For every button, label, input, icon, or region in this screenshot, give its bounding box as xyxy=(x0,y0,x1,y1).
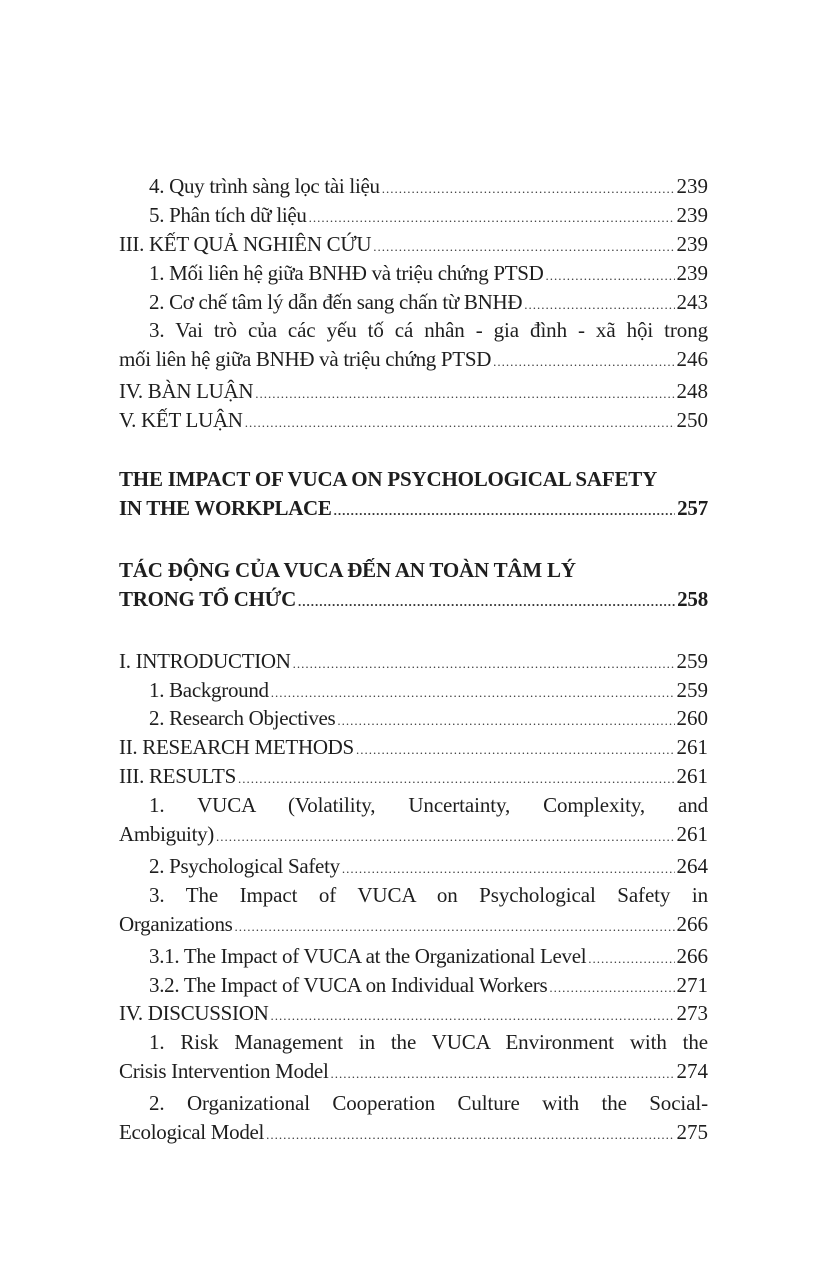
toc-entry-label: mối liên hệ giữa BNHĐ và triệu chứng PTSD xyxy=(119,347,492,372)
article-title-line1: THE IMPACT OF VUCA ON PSYCHOLOGICAL SAFETY xyxy=(119,467,658,492)
toc-entry-label: I. INTRODUCTION xyxy=(119,648,291,673)
leader-dots xyxy=(356,736,675,765)
toc-page-number: 239 xyxy=(676,260,708,285)
toc-page-number: 261 xyxy=(676,735,708,760)
toc-entry-label: IV. DISCUSSION xyxy=(119,1001,269,1026)
toc-entry[interactable] xyxy=(119,852,708,881)
toc-entry-label: Ambiguity) xyxy=(119,822,214,847)
toc-page-number: 248 xyxy=(676,379,708,404)
leader-dots xyxy=(330,1060,674,1089)
toc-entry[interactable] xyxy=(119,791,708,852)
toc-page-number: 264 xyxy=(676,853,708,878)
toc-entry-label: Ecological Model xyxy=(119,1120,265,1145)
toc-entry[interactable] xyxy=(119,733,708,762)
article-title-vietnamese[interactable] xyxy=(119,556,708,617)
toc-entry-label: II. RESEARCH METHODS xyxy=(119,735,354,760)
toc-page-number: 243 xyxy=(676,289,708,314)
toc-entry-label: 1. Mối liên hệ giữa BNHĐ và triệu chứng PTSD xyxy=(149,260,544,285)
leader-dots xyxy=(271,679,675,708)
toc-page-number: 271 xyxy=(676,972,708,997)
leader-dots xyxy=(524,291,674,320)
toc-entry-label: Crisis Intervention Model xyxy=(119,1059,329,1084)
toc-entry[interactable] xyxy=(119,201,708,230)
leader-dots xyxy=(270,1002,674,1031)
leader-dots xyxy=(298,588,675,617)
toc-entry-first-line: 1. VUCA (Volatility, Uncertainty, Complexity, and xyxy=(149,793,708,818)
toc-entry[interactable] xyxy=(119,704,708,733)
leader-dots xyxy=(309,204,675,233)
toc-entry[interactable] xyxy=(119,230,708,259)
toc-entry[interactable] xyxy=(119,676,708,705)
toc-page-number: 266 xyxy=(676,943,708,968)
toc-entry-label: 5. Phân tích dữ liệu xyxy=(149,202,307,227)
toc-page-number: 261 xyxy=(676,822,708,847)
article-title-line1: TÁC ĐỘNG CỦA VUCA ĐẾN AN TOÀN TÂM LÝ xyxy=(119,557,576,582)
toc-entry-first-line: 3. The Impact of VUCA on Psychological Safety in xyxy=(149,882,708,907)
toc-entry-first-line: 3. Vai trò của các yếu tố cá nhân - gia đình - xã hội trong xyxy=(149,318,708,343)
toc-entry[interactable] xyxy=(119,942,708,971)
toc-page-number: 239 xyxy=(676,231,708,256)
leader-dots xyxy=(588,945,674,974)
toc-entry[interactable] xyxy=(119,288,708,317)
toc-entry[interactable] xyxy=(119,172,708,201)
article-title-line2: TRONG TỔ CHỨC xyxy=(119,586,296,611)
toc-entry-label: 2. Psychological Safety xyxy=(149,853,340,878)
toc-entry-label: 4. Quy trình sàng lọc tài liệu xyxy=(149,174,380,198)
leader-dots xyxy=(293,650,675,679)
toc-entry[interactable] xyxy=(119,1089,708,1150)
toc-entry-first-line: 1. Risk Management in the VUCA Environment with the xyxy=(149,1030,708,1055)
toc-page-number: 260 xyxy=(676,706,708,731)
leader-dots xyxy=(549,974,674,1003)
toc-page-number: 259 xyxy=(676,677,708,702)
toc-entry-label: 2. Cơ chế tâm lý dẫn đến sang chấn từ BNHĐ xyxy=(149,289,523,314)
leader-dots xyxy=(382,175,675,204)
toc-entry[interactable] xyxy=(119,377,708,406)
leader-dots xyxy=(266,1121,674,1150)
leader-dots xyxy=(255,380,674,409)
toc-page-number: 261 xyxy=(676,764,708,789)
leader-dots xyxy=(337,707,674,736)
toc-entry-label: III. KẾT QUẢ NGHIÊN CỨU xyxy=(119,231,372,256)
toc-entry[interactable] xyxy=(119,406,708,435)
toc-page-number: 259 xyxy=(676,648,708,673)
toc-page-number: 239 xyxy=(676,174,708,198)
toc-page-number: 275 xyxy=(676,1120,708,1145)
toc-entry[interactable] xyxy=(119,999,708,1028)
toc-entry[interactable] xyxy=(119,259,708,288)
toc-entry-first-line: 2. Organizational Cooperation Culture with the Social- xyxy=(149,1091,708,1116)
leader-dots xyxy=(546,262,675,291)
toc-entry-label: 2. Research Objectives xyxy=(149,706,336,731)
toc-page-number: 258 xyxy=(677,586,708,611)
leader-dots xyxy=(373,233,674,262)
toc-page-number: 274 xyxy=(676,1059,708,1084)
leader-dots xyxy=(238,765,675,794)
leader-dots xyxy=(216,823,675,852)
toc-page-number: 273 xyxy=(676,1001,708,1026)
leader-dots xyxy=(235,913,675,942)
toc-entry-label: Organizations xyxy=(119,911,233,936)
toc-entry-label: V. KẾT LUẬN xyxy=(119,408,243,433)
toc-entry[interactable] xyxy=(119,762,708,791)
leader-dots xyxy=(342,855,675,884)
toc-page-number: 239 xyxy=(676,202,708,227)
article-title-english[interactable] xyxy=(119,465,708,526)
toc-entry[interactable] xyxy=(119,647,708,676)
toc-entry-label: III. RESULTS xyxy=(119,764,236,789)
toc-page-number: 250 xyxy=(676,408,708,433)
article-title-line2: IN THE WORKPLACE xyxy=(119,495,332,520)
toc-entry[interactable] xyxy=(119,1028,708,1089)
leader-dots xyxy=(493,348,674,377)
toc-entry-label: 3.2. The Impact of VUCA on Individual Workers xyxy=(149,972,548,997)
toc-entry-label: IV. BÀN LUẬN xyxy=(119,379,254,404)
toc-entry-label: 1. Background xyxy=(149,677,269,702)
toc-entry[interactable] xyxy=(119,971,708,1000)
leader-dots xyxy=(334,497,675,526)
leader-dots xyxy=(245,409,675,438)
toc-page-number: 266 xyxy=(676,911,708,936)
toc-entry[interactable] xyxy=(119,881,708,942)
toc-entry[interactable] xyxy=(119,316,708,377)
table-of-contents xyxy=(119,172,708,1150)
toc-entry-label: 3.1. The Impact of VUCA at the Organizational Level xyxy=(149,943,587,968)
toc-page-number: 257 xyxy=(677,495,708,520)
toc-page-number: 246 xyxy=(676,347,708,372)
